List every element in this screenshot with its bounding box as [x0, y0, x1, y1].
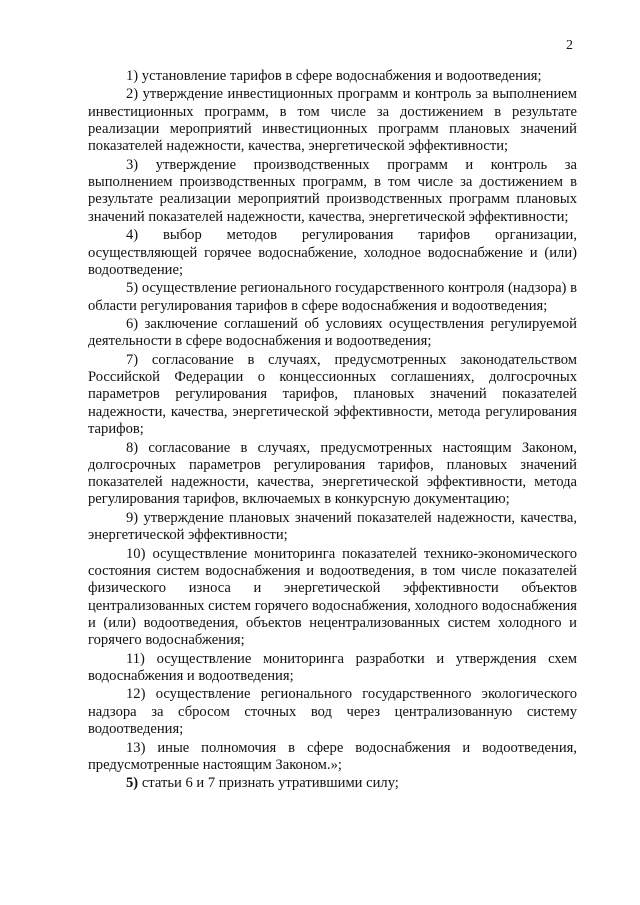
list-item: 6) заключение соглашений об условиях осуществления регулируемой деятельности в сфере водоснабжения и водоотведения;	[88, 316, 577, 350]
list-item: 5) осуществление регионального государственного контроля (надзора) в области регулирования тарифов в сфере водоснабжения и водоотведения;	[88, 280, 577, 314]
list-item: 13) иные полномочия в сфере водоснабжения и водоотведения, предусмотренные настоящим Законом.»;	[88, 739, 577, 773]
list-item: 7) согласование в случаях, предусмотренных законодательством Российской Федерации о концессионных соглашениях, долгосрочных параметров регулирования тарифов, плановых значений показателей надежности, качества, энергетической эффективности, метода регулирования тарифов;	[88, 351, 577, 438]
document-body	[88, 68, 577, 794]
page-number: 2	[566, 38, 573, 53]
list-item: 11) осуществление мониторинга разработки и утверждения схем водоснабжения и водоотведения;	[88, 650, 577, 684]
list-item: 9) утверждение плановых значений показателей надежности, качества, энергетической эффективности;	[88, 509, 577, 544]
amendment-item	[88, 775, 577, 792]
list-item: 12) осуществление регионального государственного экологического надзора за сбросом сточных вод через централизованную систему водоотведения;	[88, 686, 577, 738]
list-item: 1) установление тарифов в сфере водоснабжения и водоотведения;	[126, 68, 542, 84]
list-item: 10) осуществление мониторинга показателей технико-экономического состояния систем водоснабжения и водоотведения, в том числе показателей физического износа и энергетической эффективности объектов централизованных систем горячего водоснабжения, холодного водоснабжения и (или) водоотведения, объектов нецентрализованных систем холодного и горячего водоснабжения;	[88, 545, 577, 649]
amendment-text: статьи 6 и 7 признать утратившими силу;	[138, 775, 399, 792]
list-item: 8) согласование в случаях, предусмотренных настоящим Законом, долгосрочных параметров регулирования тарифов, плановых значений показателей надежности, качества, энергетической эффективности, метода регулирования тарифов, включаемых в конкурсную документацию;	[88, 439, 577, 508]
list-item: 3) утверждение производственных программ и контроль за выполнением производственных программ, в том числе за достижением в результате реализации мероприятий производственных программ плановых значений показателей надежности, качества, энергетической эффективности;	[88, 156, 577, 225]
amendment-number: 5)	[126, 775, 139, 792]
list-item: 4) выбор методов регулирования тарифов организации, осуществляющей горячее водоснабжение, холодное водоснабжение и (или) водоотведение;	[88, 227, 577, 278]
list-item: 2) утверждение инвестиционных программ и контроль за выполнением инвестиционных программ, в том числе за достижением в результате реализации мероприятий инвестиционных программ плановых значений показателей надежности, качества, энергетической эффективности;	[88, 86, 577, 155]
